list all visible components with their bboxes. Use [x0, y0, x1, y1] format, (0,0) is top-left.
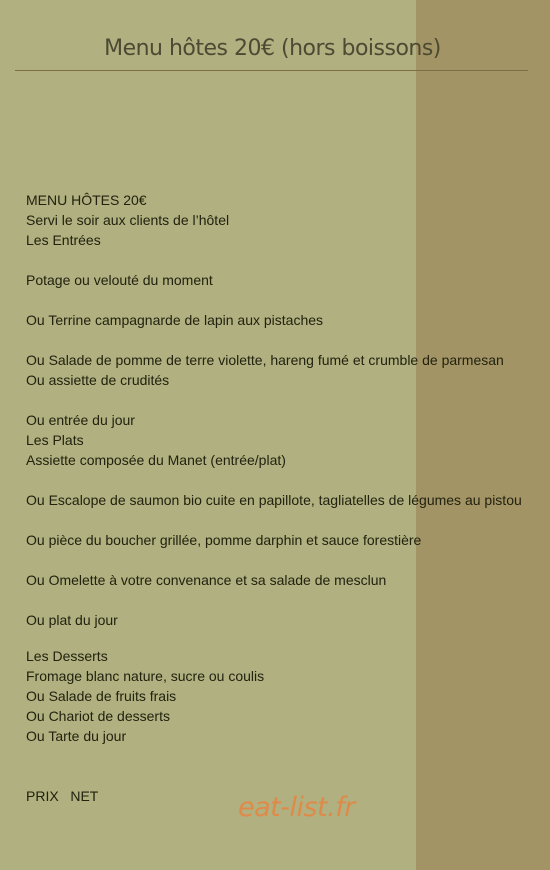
plat-item: Ou plat du jour	[26, 612, 118, 628]
plat-item: Assiette composée du Manet (entrée/plat)	[26, 452, 286, 468]
watermark-logo: eat-list.fr	[238, 792, 355, 823]
entree-item: Potage ou velouté du moment	[26, 272, 213, 288]
title-divider	[15, 70, 528, 71]
dessert-item: Ou Salade de fruits frais	[26, 688, 177, 704]
dessert-item: Ou Chariot de desserts	[26, 708, 170, 724]
plat-item: Ou Omelette à votre convenance et sa salade de mesclun	[26, 572, 387, 588]
served-note: Servi le soir aux clients de l’hôtel	[26, 212, 230, 228]
plat-item: Ou Escalope de saumon bio cuite en papillote, tagliatelles de légumes au pistou	[26, 492, 522, 508]
desserts-heading: Les Desserts	[26, 648, 108, 664]
price-note: PRIX NET	[26, 788, 99, 804]
dessert-item: Fromage blanc nature, sucre ou coulis	[26, 668, 265, 684]
entree-item: Ou entrée du jour	[26, 412, 135, 428]
entree-item: Ou Terrine campagnarde de lapin aux pistaches	[26, 312, 324, 328]
plats-heading: Les Plats	[26, 432, 84, 448]
entree-item: Ou Salade de pomme de terre violette, hareng fumé et crumble de parmesan	[26, 352, 504, 368]
dessert-item: Ou Tarte du jour	[26, 728, 127, 744]
entree-item: Ou assiette de crudités	[26, 372, 170, 388]
plat-item: Ou pièce du boucher grillée, pomme darphin et sauce forestière	[26, 532, 422, 548]
entrees-heading: Les Entrées	[26, 232, 101, 248]
page-title: Menu hôtes 20€ (hors boissons)	[104, 36, 441, 61]
menu-content	[26, 190, 526, 806]
menu-heading: MENU HÔTES 20€	[26, 192, 147, 208]
